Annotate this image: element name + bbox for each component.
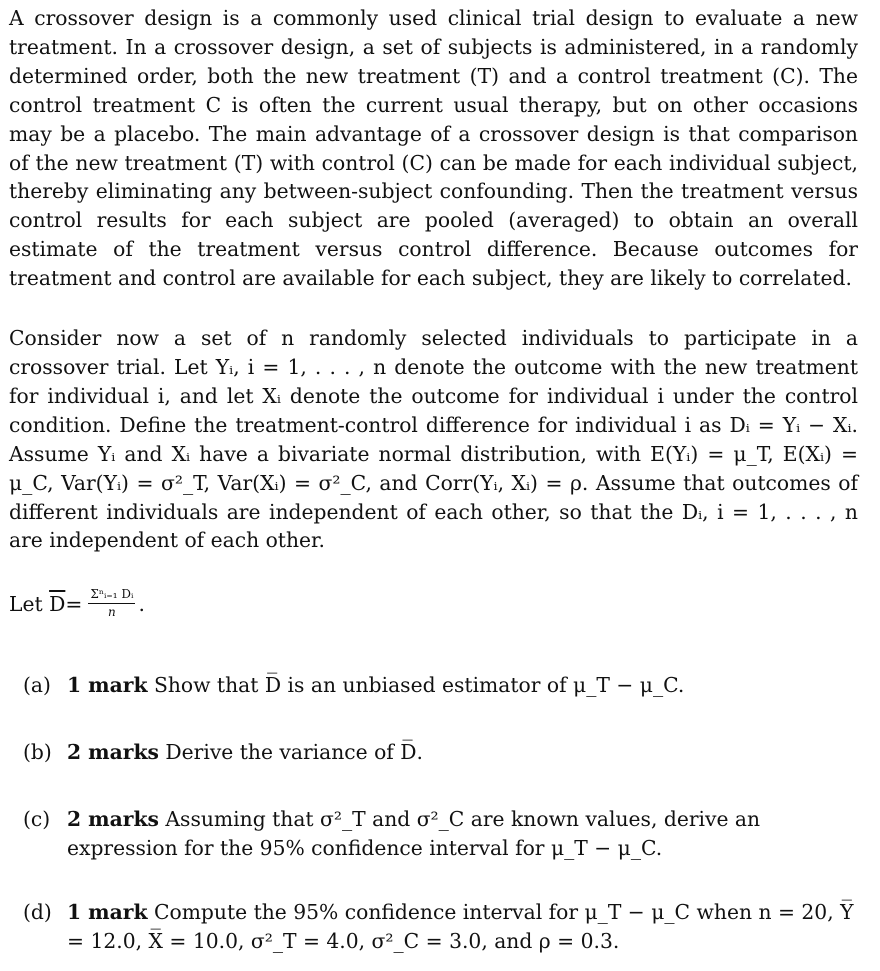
question-list [9, 671, 858, 955]
question-item-c [23, 805, 858, 863]
question-item-b [23, 738, 858, 767]
question-text: Show that D̅ is an unbiased estimator of μ_T − μ_C. [147, 673, 685, 698]
definition-lead: Let [9, 591, 43, 616]
intro-paragraph-2: Consider now a set of n randomly selected individuals to participate in a crossover trial. Let Yᵢ, i = 1, . . . , n denote the outcome with the new treatment for individual i, and let Xᵢ denote the outcome for individual i under the control condition. Define the treatment-control difference for individual i as Dᵢ = Yᵢ − Xᵢ. Assume Yᵢ and Xᵢ have a bivariate normal distribution, with E(Yᵢ) = μ_T, E(Xᵢ) = μ_C, Var(Yᵢ) = σ²_T, Var(Xᵢ) = σ²_C, and Corr(Yᵢ, Xᵢ) = ρ. Assume that outcomes of different individuals are independent of each other, so that the Dᵢ, i = 1, . . . , n are independent of each other. [9, 326, 858, 553]
question-body [67, 898, 858, 956]
question-body [67, 738, 858, 767]
question-item-d [23, 898, 858, 956]
fraction-denominator: n [108, 605, 116, 620]
question-body [67, 671, 858, 700]
definition-fraction [88, 588, 135, 619]
question-body [67, 805, 858, 863]
question-text: Assuming that σ²_T and σ²_C are known values, derive an expression for the 95% confidence interval for μ_T − μ_C. [67, 807, 761, 861]
question-text: Compute the 95% confidence interval for μ_T − μ_C when n = 20, Y̅ = 12.0, X̅ = 10.0, σ²_T = 4.0, σ²_C = 3.0, and ρ = 0.3. [67, 899, 854, 953]
question-marks: 1 mark [67, 899, 148, 924]
question-marks: 2 marks [67, 807, 159, 832]
definition-tail: . [138, 591, 145, 616]
intro-paragraph-1: A crossover design is a commonly used clinical trial design to evaluate a new treatment. In a crossover design, a set of subjects is administered, in a randomly determined order, both the new treatment (T) and a control treatment (C). The control treatment C is often the current usual therapy, but on other occasions may be a placebo. The main advantage of a crossover design is that comparison of the new treatment (T) with control (C) can be made for each individual subject, thereby eliminating any between-subject confounding. Then the treatment versus control results for each subject are pooled (averaged) to obtain an overall estimate of the treatment versus control difference. Because outcomes for treatment and control are available for each subject, they are likely to correlated. [9, 6, 858, 291]
question-label: (d) [23, 899, 52, 924]
question-label: (a) [23, 673, 51, 698]
question-label: (b) [23, 740, 52, 765]
question-marks: 2 marks [67, 740, 159, 765]
question-marks: 1 mark [67, 673, 148, 698]
definition-equals: = [65, 591, 83, 616]
definition-lhs: $\overline{D}$ [49, 591, 66, 616]
question-text: Derive the variance of D̅. [158, 740, 423, 765]
question-item-a [23, 671, 858, 700]
question-label: (c) [23, 807, 51, 832]
fraction-numerator: Σⁿᵢ₌₁ Dᵢ [88, 588, 135, 604]
definition-line [9, 588, 858, 619]
